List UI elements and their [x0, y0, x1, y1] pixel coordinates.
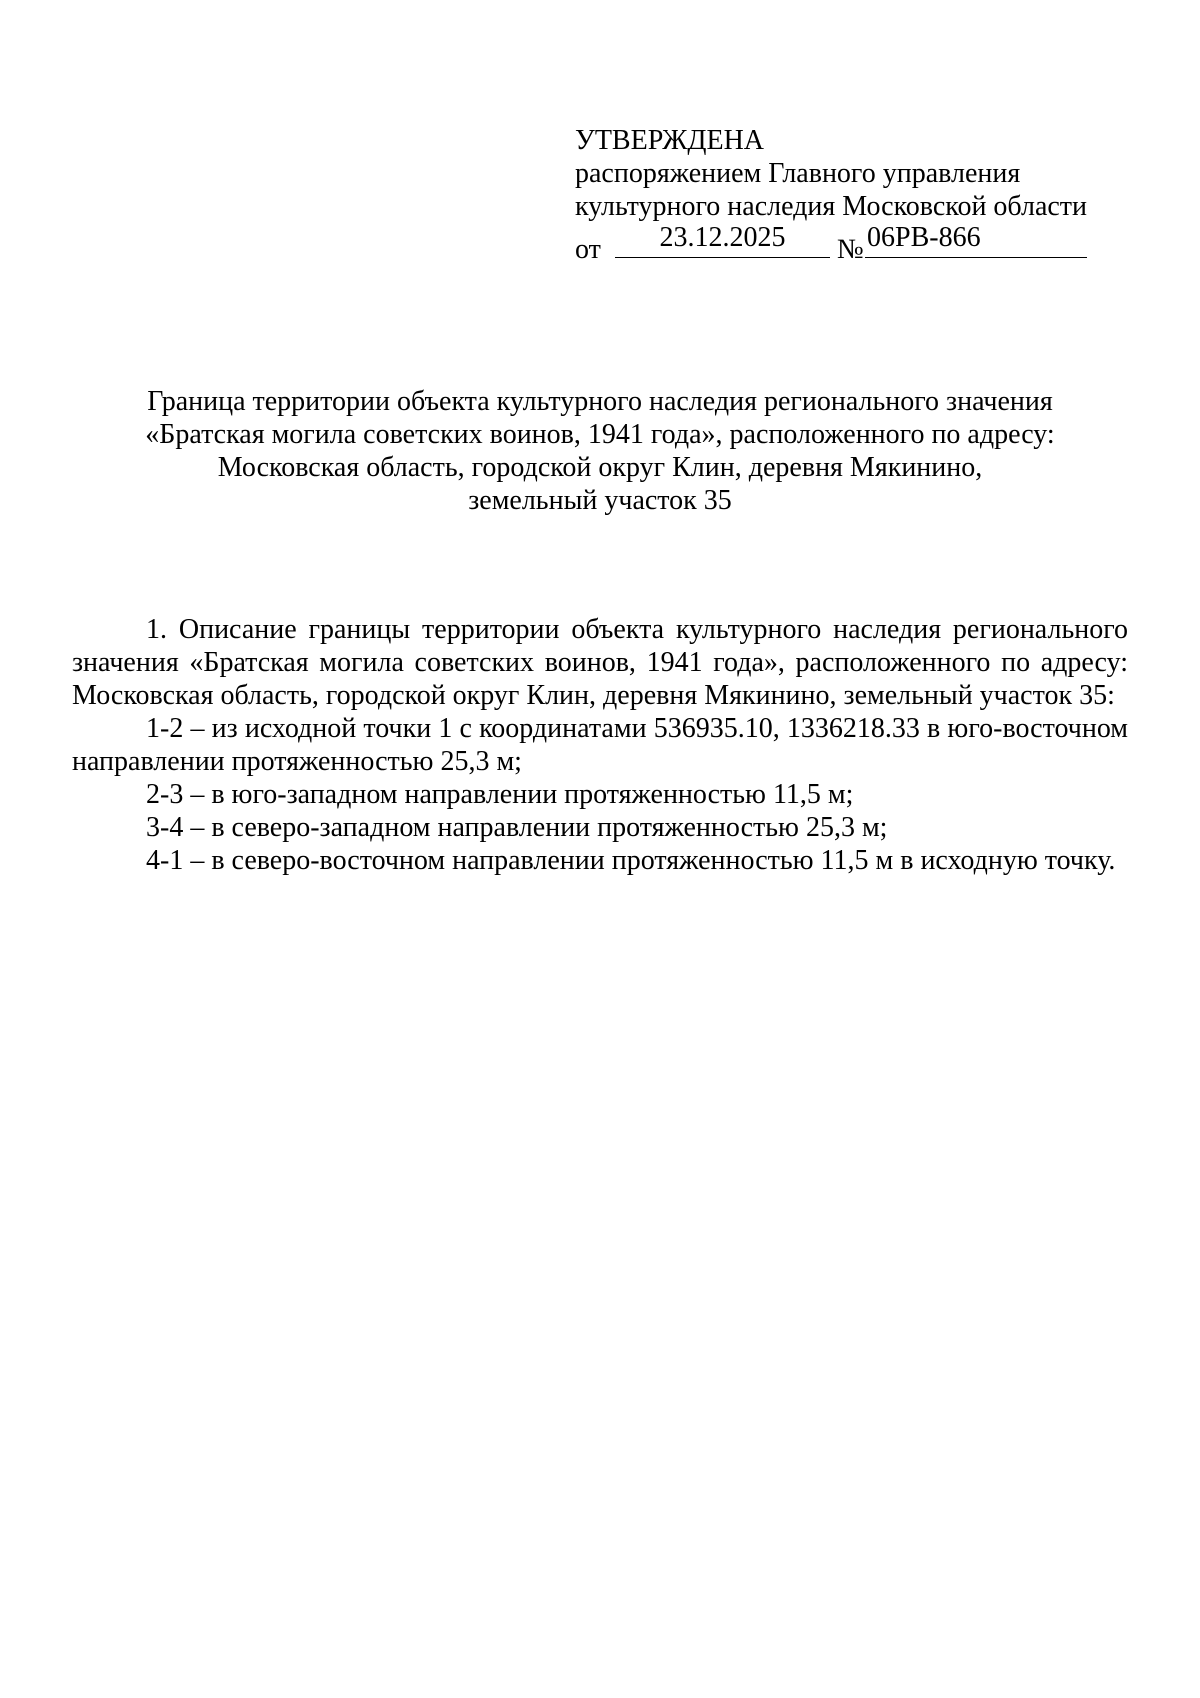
- body-paragraph-description: 1. Описание границы территории объекта культурного наследия регионального значения «Братская могила советских воинов, 1941 года», расположенного по адресу: Московская область, городской округ Клин, деревня Мякинино, земельный участок 35:: [72, 614, 1128, 711]
- body-paragraph-segment-1-2: 1-2 – из исходной точки 1 с координатами 536935.10, 1336218.33 в юго-восточном направлении протяженностью 25,3 м;: [72, 713, 1128, 777]
- title-line-4: земельный участок 35: [468, 485, 732, 516]
- approval-number: 06РВ-866: [865, 223, 1087, 258]
- document-title: [72, 385, 1128, 517]
- approval-line-1: распоряжением Главного управления: [575, 158, 1021, 189]
- title-line-3: Московская область, городской округ Клин, деревня Мякинино,: [217, 452, 983, 483]
- title-line-2: «Братская могила советских воинов, 1941 года», расположенного по адресу:: [145, 419, 1055, 450]
- date-prefix: от: [575, 234, 601, 265]
- approval-line-2: культурного наследия Московской области: [575, 191, 1088, 222]
- approval-block: [575, 124, 1095, 263]
- approval-heading: УТВЕРЖДЕНА: [575, 125, 765, 156]
- approval-date: 23.12.2025: [615, 223, 830, 258]
- title-line-1: Граница территории объекта культурного наследия регионального значения: [147, 386, 1053, 417]
- body-paragraph-segment-2-3: 2-3 – в юго-западном направлении протяженностью 11,5 м;: [146, 779, 854, 810]
- number-prefix: №: [837, 234, 864, 265]
- document-body: [72, 613, 1128, 877]
- body-paragraph-segment-3-4: 3-4 – в северо-западном направлении протяженностью 25,3 м;: [146, 812, 888, 843]
- body-paragraph-segment-4-1: 4-1 – в северо-восточном направлении протяженностью 11,5 м в исходную точку.: [146, 845, 1116, 876]
- approval-date-row: [575, 223, 1095, 263]
